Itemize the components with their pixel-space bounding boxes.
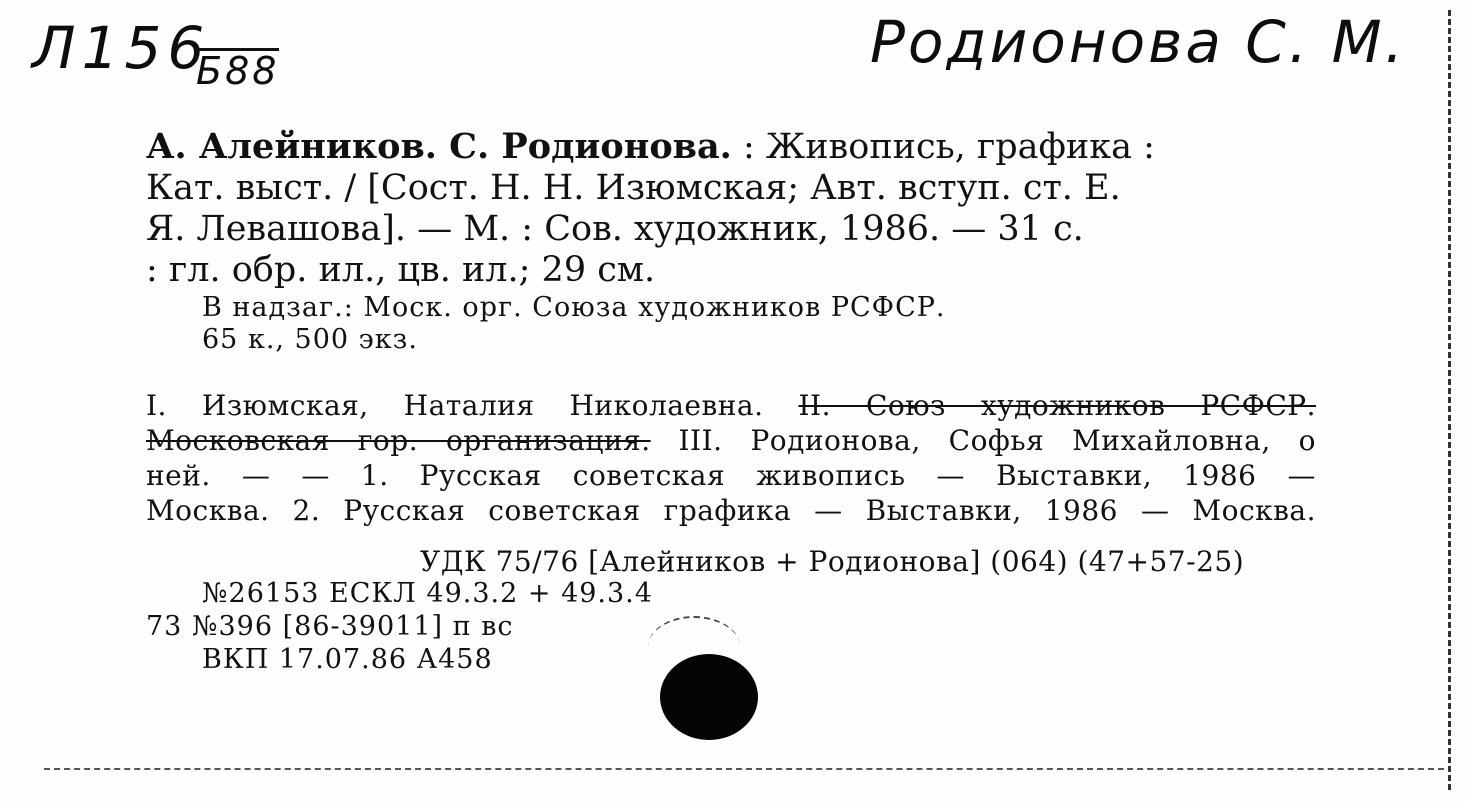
- punch-hole: [660, 654, 758, 740]
- handwritten-author: Родионова С. М.: [870, 8, 1407, 76]
- tracing-block: [146, 388, 1316, 528]
- entry-line-4: : гл. обр. ил., цв. ил.; 29 см.: [146, 250, 656, 290]
- entry-line-1-text: : Живопись, графика :: [731, 127, 1155, 167]
- entry-note-price: 65 к., 500 экз.: [202, 324, 418, 355]
- udk-code: УДК 75/76 [Алейников + Родионова] (064) (47+57-25): [420, 545, 1245, 578]
- classification-line-3: ВКП 17.07.86 А458: [202, 644, 493, 675]
- tracing-row-2-struck: Московская гор. организация.: [146, 424, 651, 457]
- tracing-row-2-text: III. Родионова, Софья Михайловна, о: [650, 424, 1316, 457]
- tracing-row-1: [146, 388, 1316, 423]
- entry-heading: А. Алейников. С. Родионова.: [146, 126, 732, 167]
- bottom-edge-rule: [44, 768, 1444, 770]
- entry-line-3: Я. Левашова]. — М. : Сов. художник, 1986. — 31 с.: [146, 209, 1084, 249]
- tracing-row-1-text: I. Изюмская, Наталия Николаевна.: [146, 389, 799, 422]
- tracing-row-2: [146, 423, 1316, 458]
- tracing-row-1-struck: II. Союз художников РСФСР.: [798, 389, 1317, 422]
- tracing-row-4: Москва. 2. Русская советская графика — Выставки, 1986 — Москва.: [146, 494, 1316, 527]
- tracing-row-3: ней. — — 1. Русская советская живопись — Выставки, 1986 —: [146, 459, 1316, 492]
- entry-line-1: [146, 126, 1316, 168]
- right-edge-rule: [1448, 10, 1451, 790]
- entry-note-header: В надзаг.: Моск. орг. Союза художников РСФСР.: [202, 292, 946, 323]
- bibliographic-entry: [146, 126, 1316, 291]
- handwritten-shelfmark: Л156: [32, 14, 211, 82]
- classification-line-1: №26153 ЕСКЛ 49.3.2 + 49.3.4: [202, 578, 653, 609]
- handwritten-shelfmark-sub: Б88: [196, 49, 280, 93]
- entry-line-2: Кат. выст. / [Сост. Н. Н. Изюмская; Авт. вступ. ст. Е.: [146, 168, 1121, 208]
- classification-line-2: 73 №396 [86-39011] п вс: [146, 611, 514, 642]
